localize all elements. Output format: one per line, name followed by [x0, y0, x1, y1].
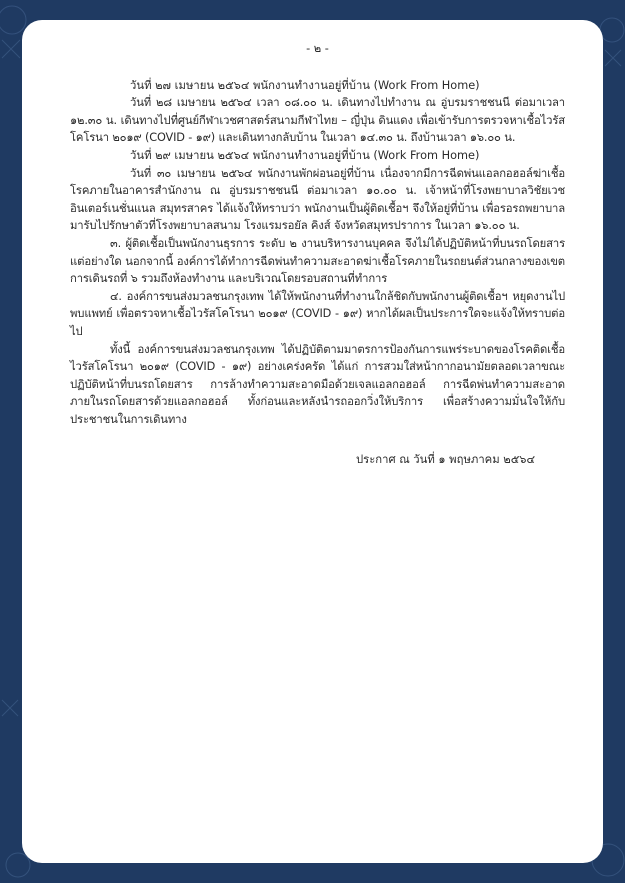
paragraph-item-4: ๔. องค์การขนส่งมวลชนกรุงเทพ ได้ให้พนักงานที่ทำงานใกล้ชิดกับพนักงานผู้ติดเชื้อฯ หยุดงานไปพบแพทย์ เพื่อตรวจหาเชื้อไวรัสโคโรนา ๒๐๑๙ (COVID - ๑๙) หากได้ผลเป็นประการใดจะแจ้งให้ทราบต่อไป: [70, 289, 565, 338]
paragraph-item-3: ๓. ผู้ติดเชื้อเป็นพนักงานธุรการ ระดับ ๒ งานบริหารงานบุคคล จึงไม่ได้ปฏิบัติหน้าที่บนรถโดยสารแต่อย่างใด นอกจากนี้ องค์การได้ทำการฉีดพ่นทำความสะอาดฆ่าเชื้อโรคภายในรถยนต์ส่วนกลางของเขตการเดินรถที่ ๖ รวมถึงห้องทำงาน และบริเวณโดยรอบสถานที่ทำการ: [70, 236, 565, 286]
page-number: - ๒ -: [306, 42, 329, 55]
document-page: [22, 20, 603, 863]
paragraph-apr-30: วันที่ ๓๐ เมษายน ๒๕๖๔ พนักงานพักผ่อนอยู่ที่บ้าน เนื่องจากมีการฉีดพ่นแอลกอฮอล์ฆ่าเชื้อโรคภายในอาคารสำนักงาน ณ อู่บรมราชชนนี ต่อมาเวลา ๑๐.๐๐ น. เจ้าหน้าที่โรงพยาบาลวิชัยเวชอินเตอร์เนชั่นแนล สมุทรสาคร ได้แจ้งให้ทราบว่า พนักงานเป็นผู้ติดเชื้อฯ จึงให้อยู่ที่บ้าน เพื่อรอรถพยาบาลมารับไปรักษาตัวที่โรงพยาบาลสนาม โรงแรมรอยัล คิงส์ จังหวัดสมุทรปราการ ในเวลา ๑๖.๐๐ น.: [70, 166, 565, 233]
paragraph-measures: ทั้งนี้ องค์การขนส่งมวลชนกรุงเทพ ได้ปฏิบัติตามมาตรการป้องกันการแพร่ระบาดของโรคติดเชื้อไวรัสโคโรนา ๒๐๑๙ (COVID - ๑๙) อย่างเคร่งครัด ได้แก่ การสวมใส่หน้ากากอนามัยตลอดเวลาขณะปฏิบัติหน้าที่บนรถโดยสาร การล้างทำความสะอาดมือด้วยเจลแอลกอฮอล์ การฉีดพ่นทำความสะอาดภายในรถโดยสารด้วยแอลกอฮอล์ ทั้งก่อนและหลังนำรถออกวิ่งให้บริการ เพื่อสร้างความมั่นใจให้กับประชาชนในการเดินทาง: [70, 342, 565, 426]
paragraph-apr-28: วันที่ ๒๘ เมษายน ๒๕๖๔ เวลา ๐๘.๐๐ น. เดินทางไปทำงาน ณ อู่บรมราชชนนี ต่อมาเวลา ๑๒.๓๐ น. เดินทางไปที่ศูนย์กีฬาเวชศาสตร์สนามกีฬาไทย – ญี่ปุ่น ดินแดง เพื่อเข้ารับการตรวจหาเชื้อไวรัสโคโรนา ๒๐๑๙ (COVID - ๑๙) และเดินทางกลับบ้าน ในเวลา ๑๔.๓๐ น. ถึงบ้านเวลา ๑๖.๐๐ น.: [70, 96, 565, 145]
paragraph-apr-27: วันที่ ๒๗ เมษายน ๒๕๖๔ พนักงานทำงานอยู่ที่บ้าน (Work From Home): [130, 78, 480, 92]
paragraph-apr-29: วันที่ ๒๙ เมษายน ๒๕๖๔ พนักงานทำงานอยู่ที่บ้าน (Work From Home): [130, 148, 480, 162]
announcement-date: ประกาศ ณ วันที่ ๑ พฤษภาคม ๒๕๖๔: [355, 453, 535, 467]
